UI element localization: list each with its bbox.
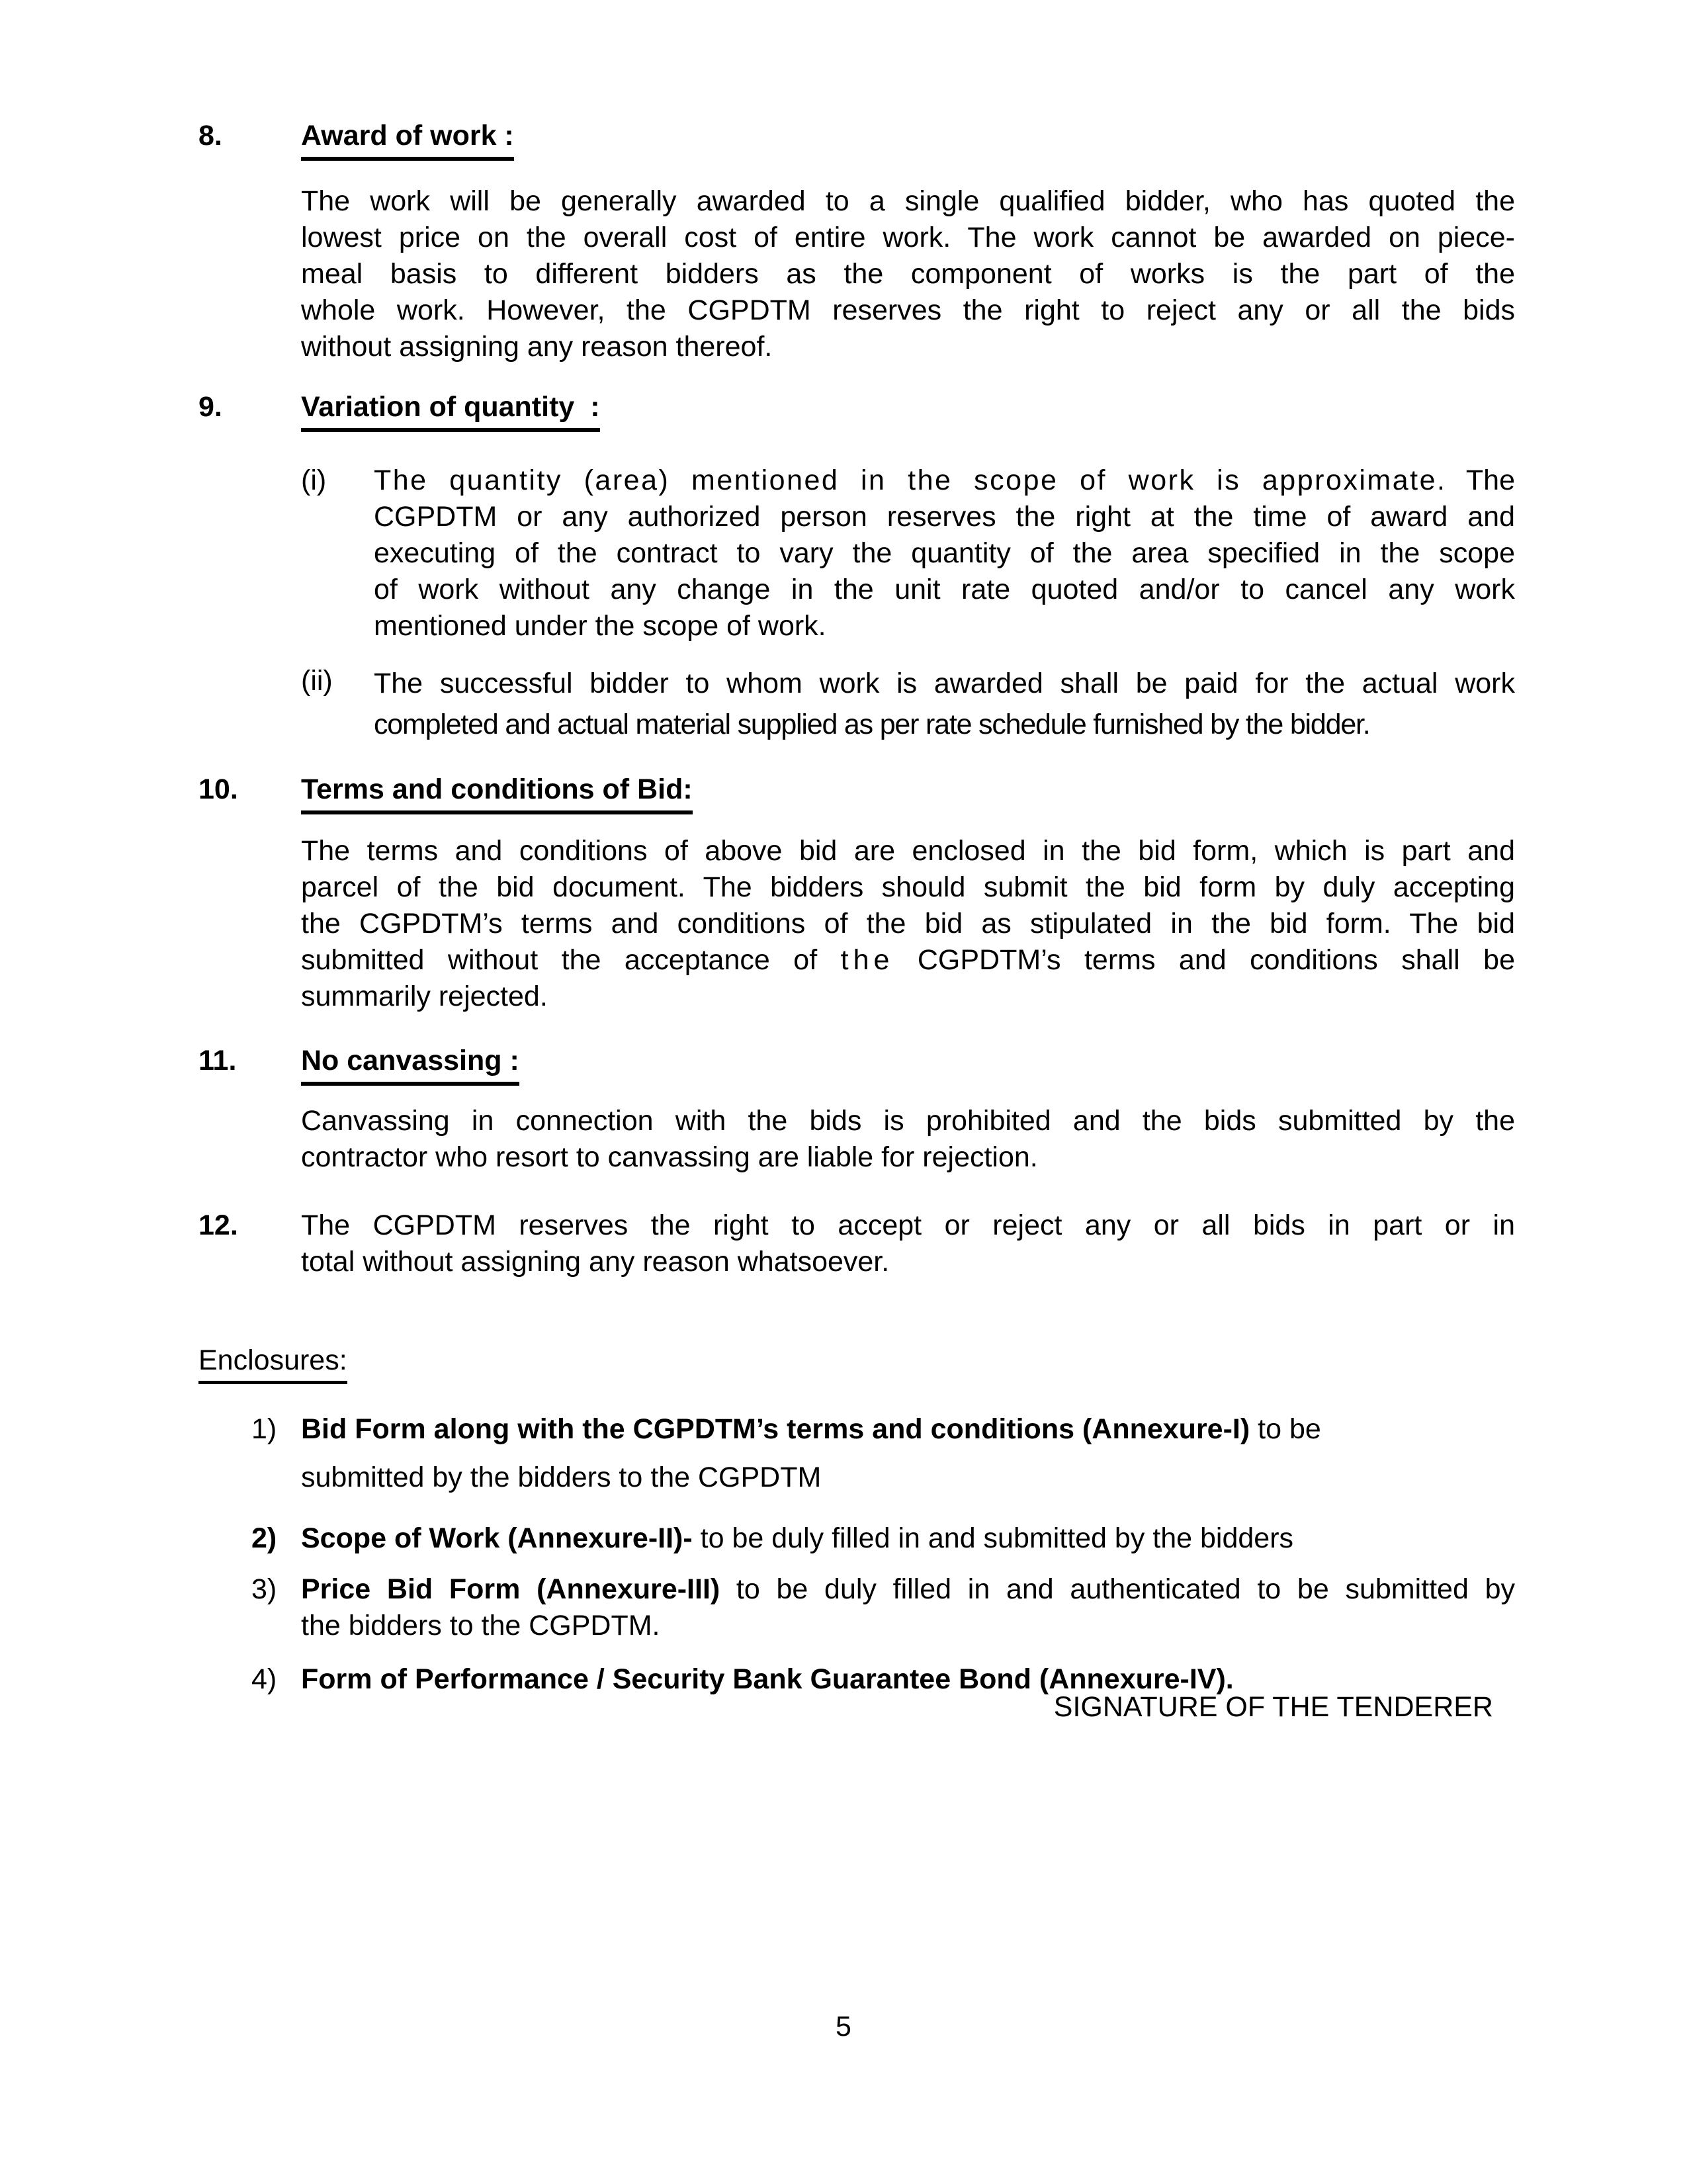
section-number: 12.: [198, 1209, 238, 1241]
section-heading-row: [198, 118, 1515, 161]
text-segment: The terms and conditions of above bid are enclosed in the bid form, which is part and: [301, 835, 1515, 867]
text-segment: parcel of the bid document. The bidders should submit the bid form by duly accepting: [301, 871, 1515, 903]
text-line: [301, 1571, 1515, 1608]
text-segment: to be: [1250, 1413, 1321, 1445]
sub-item-i: [301, 462, 1515, 644]
enclosures-heading: Enclosures:: [198, 1342, 347, 1384]
text-line: [301, 292, 1515, 329]
text-line: [301, 329, 1515, 365]
text-segment: The CGPDTM reserves the right to accept or reject any or all bids in part or in: [301, 1209, 1515, 1241]
text-segment: submitted without the acceptance of: [301, 944, 841, 976]
text-segment: The quantity (area) mentioned in the scope of work is approximate.: [374, 464, 1447, 496]
section-paragraph: [301, 183, 1515, 365]
enclosures-heading-row: [198, 1342, 1515, 1384]
bold-text-segment: Price Bid Form (Annexure-III): [301, 1573, 720, 1605]
text-segment: total without assigning any reason whatsoever.: [301, 1246, 890, 1278]
text-line: [301, 256, 1515, 292]
text-segment: executing of the contract to vary the quantity of the area specified in the scope: [374, 537, 1515, 569]
text-segment: lowest price on the overall cost of entire work. The work cannot be awarded on piece-: [301, 222, 1515, 253]
text-segment: The successful bidder to whom work is awarded shall be paid for the actual work: [374, 668, 1515, 699]
sub-item-ii: [301, 663, 1515, 745]
section-heading-row: [198, 1043, 1515, 1086]
section-number: 10.: [198, 773, 238, 805]
text-segment: submitted by the bidders to the CGPDTM: [301, 1462, 822, 1493]
enclosures: [198, 1342, 1515, 1698]
section-heading-row: [198, 1207, 1515, 1280]
text-segment: to be duly filled in and authenticated to be submitted by: [720, 1573, 1515, 1605]
section-8: [198, 118, 1515, 365]
enclosure-item-text: [301, 1405, 1515, 1502]
section-11: [198, 1043, 1515, 1176]
enclosure-item-label: 3): [251, 1573, 277, 1605]
enclosure-item: [251, 1520, 1515, 1557]
text-segment: of work without any change in the unit rate quoted and/or to cancel any work: [374, 574, 1515, 605]
text-line: [301, 906, 1515, 942]
section-12: [198, 1207, 1515, 1280]
text-line: [301, 1520, 1515, 1557]
bold-text-segment: Scope of Work (Annexure-II)-: [301, 1522, 693, 1554]
text-segment: whole work. However, the CGPDTM reserves the right to reject any or all the bids: [301, 294, 1515, 326]
sub-item-text: [374, 663, 1515, 745]
text-line: [301, 1139, 1515, 1176]
section-number: 8.: [198, 120, 222, 152]
enclosure-item-label: 1): [251, 1413, 277, 1445]
text-segment: Canvassing in connection with the bids is prohibited and the bids submitted by the: [301, 1105, 1515, 1137]
section-10: [198, 771, 1515, 1015]
text-line: [301, 979, 1515, 1015]
text-segment: CGPDTM’s terms and conditions shall be: [894, 944, 1515, 976]
text-line: [374, 704, 1515, 745]
text-line: [301, 1244, 1515, 1280]
text-line: [301, 183, 1515, 220]
section-heading: No canvassing :: [301, 1043, 519, 1086]
text-segment: meal basis to different bidders as the component of works is the part of the: [301, 258, 1515, 290]
text-line: [301, 942, 1515, 979]
text-line: [301, 1454, 1515, 1502]
text-segment: completed and actual material supplied as per rate schedule furnished by the bidder.: [374, 709, 1370, 740]
section-number: 9.: [198, 391, 222, 423]
text-line: [301, 833, 1515, 869]
section-heading: Terms and conditions of Bid:: [301, 771, 693, 814]
text-segment: to be duly filled in and submitted by the bidders: [692, 1522, 1294, 1554]
text-segment: The: [1446, 464, 1515, 496]
section-number: 11.: [198, 1045, 237, 1076]
text-line: [374, 608, 1515, 644]
text-line: [301, 1103, 1515, 1139]
text-segment: The work will be generally awarded to a single qualified bidder, who has quoted the: [301, 185, 1515, 217]
text-line: [374, 462, 1515, 499]
text-line: [374, 663, 1515, 704]
text-segment: contractor who resort to canvassing are liable for rejection.: [301, 1141, 1038, 1173]
section-heading-row: [198, 389, 1515, 432]
text-line: [301, 1207, 1515, 1244]
text-line: [301, 220, 1515, 256]
section-paragraph: [301, 833, 1515, 1015]
enclosure-item: [251, 1405, 1515, 1502]
text-segment: summarily rejected.: [301, 981, 548, 1012]
enclosure-item-text: [301, 1520, 1515, 1557]
section-heading: Variation of quantity :: [301, 389, 600, 432]
section-heading: Award of work :: [301, 118, 514, 161]
section-paragraph: [301, 1103, 1515, 1176]
enclosure-item-text: [301, 1571, 1515, 1644]
text-line: [301, 1405, 1515, 1454]
bold-text-segment: Form of Performance / Security Bank Guarantee Bond (Annexure-IV).: [301, 1663, 1234, 1695]
text-segment: the: [840, 944, 894, 976]
section-9: [198, 389, 1515, 745]
text-line: [374, 535, 1515, 572]
sub-item-label: (ii): [301, 665, 333, 697]
document-body: [198, 118, 1515, 1698]
section-paragraph: [301, 1207, 1515, 1280]
enclosure-item-label: 2): [251, 1522, 277, 1554]
signature-line: SIGNATURE OF THE TENDERER: [1053, 1691, 1493, 1723]
sub-item-label: (i): [301, 464, 327, 496]
text-line: [301, 869, 1515, 906]
bold-text-segment: Bid Form along with the CGPDTM’s terms and conditions (Annexure-I): [301, 1413, 1250, 1445]
text-segment: the bidders to the CGPDTM.: [301, 1610, 660, 1641]
text-segment: mentioned under the scope of work.: [374, 610, 826, 642]
enclosure-item: [251, 1571, 1515, 1644]
sub-item-text: [374, 462, 1515, 644]
text-segment: CGPDTM or any authorized person reserves the right at the time of award and: [374, 501, 1515, 533]
text-line: [374, 572, 1515, 608]
text-line: [301, 1608, 1515, 1644]
text-segment: the CGPDTM’s terms and conditions of the bid as stipulated in the bid form. The bid: [301, 908, 1515, 939]
text-line: [374, 499, 1515, 535]
section-heading-row: [198, 771, 1515, 814]
page-number: 5: [836, 2011, 851, 2042]
text-segment: without assigning any reason thereof.: [301, 331, 773, 363]
enclosure-item-label: 4): [251, 1663, 277, 1695]
